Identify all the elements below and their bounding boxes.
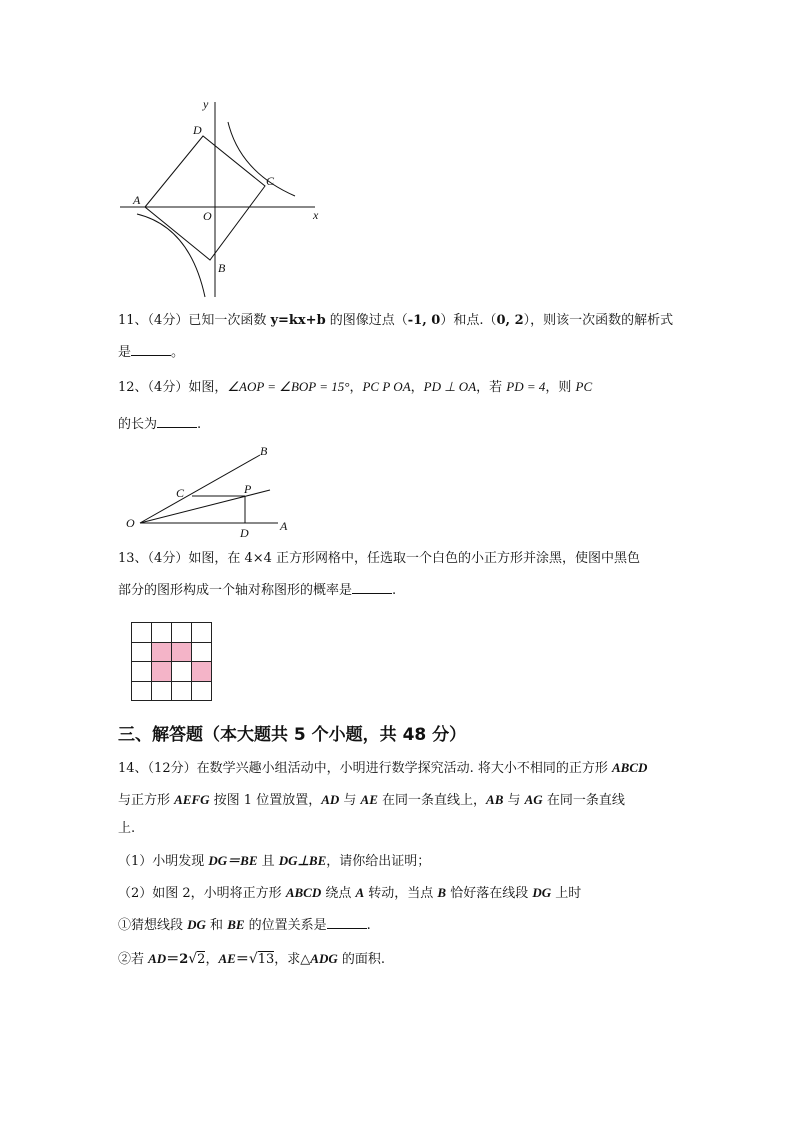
question-14-part-2 (118, 884, 581, 903)
q14-p2i: 上时 (551, 886, 582, 901)
q11-point1: -1, 0 (407, 313, 441, 328)
q14-p1a: （1）小明发现 (118, 854, 209, 869)
q14-c2f: AE (218, 951, 236, 966)
hyperbola-branch-2 (137, 214, 205, 297)
question-14-line-1 (118, 759, 647, 778)
q14-text2c: 与 (339, 793, 361, 808)
q14-c1b: DG (187, 917, 206, 932)
q14-c1d: BE (227, 917, 245, 932)
q11-number: 11、 (118, 313, 148, 328)
grid-cell[interactable] (131, 661, 152, 682)
label-x: x (313, 208, 319, 222)
label-b: B (260, 444, 268, 458)
q12-angle-condition: ∠AOP = ∠BOP = 15° (227, 379, 350, 394)
label-y: y (203, 97, 209, 111)
grid-cell[interactable] (131, 642, 152, 663)
q14-p2e: 转动，当点 (364, 886, 438, 901)
q14-text3: 上. (118, 821, 136, 836)
q14-dg-perp-be: DG⊥BE (278, 853, 327, 868)
figure-angle-bisector (120, 443, 295, 543)
grid-cell[interactable] (151, 661, 172, 682)
q12-sep2: ， (410, 380, 424, 395)
q12-perp-condition: PD ⊥ OA (423, 379, 477, 394)
q14-dg-eq-be: DG＝BE (208, 853, 258, 868)
q14-score: （12分） (147, 761, 197, 776)
grid-cell[interactable] (151, 642, 172, 663)
grid-cell[interactable] (151, 622, 172, 643)
q14-text2a: 与正方形 (118, 793, 175, 808)
q14-p2f: B (437, 885, 447, 900)
q14-c2h: 13 (257, 952, 275, 967)
q14-square-aefg: AEFG (174, 792, 210, 807)
grid-cell[interactable] (191, 622, 212, 643)
question-14-sub-2 (118, 950, 385, 969)
ray-ob (140, 455, 260, 523)
q14-p2c: 绕点 (321, 886, 356, 901)
q14-p1c: 且 (257, 854, 279, 869)
q14-c2c: ＝2 (166, 952, 189, 967)
grid-cell[interactable] (171, 622, 192, 643)
q14-text2d: 在同一条直线上， (377, 793, 487, 808)
q13-end: . (392, 583, 397, 598)
q13-text: 如图，在 4×4 正方形网格中，任选取一个白色的小正方形并涂黑，使图中黑色 (188, 551, 641, 566)
sqrt-sign-2: √ (248, 951, 258, 967)
section-3-heading: 三、解答题（本大题共 5 个小题，共 48 分） (118, 725, 467, 745)
q12-pd-value: PD = 4 (506, 379, 546, 394)
grid-cell[interactable] (171, 681, 192, 702)
q14-c2i: ，求△ (274, 952, 311, 967)
q14-p2b: ABCD (285, 885, 322, 900)
q12-text: 如图， (188, 380, 228, 395)
q14-c2e: ， (205, 952, 219, 967)
q14-c1e: 的位置关系是 (244, 918, 327, 933)
hyperbola-branch-1 (228, 122, 295, 196)
q12-text2: ，若 (476, 380, 507, 395)
q11-line2-end: 。 (171, 345, 185, 360)
q13-line2: 部分的图形构成一个轴对称图形的概率是 (118, 583, 353, 598)
q14-ag: AG (524, 792, 543, 807)
q11-text2: 的图像过点（ (325, 313, 408, 328)
label-d: D (193, 123, 202, 137)
q14-c1a: ①猜想线段 (118, 918, 188, 933)
question-13-line-1 (118, 550, 640, 568)
q14-c2b: AD (148, 951, 167, 966)
question-12-line-2 (118, 415, 201, 434)
q14-square-abcd: ABCD (612, 760, 648, 775)
q14-text2b: 按图 1 位置放置， (209, 793, 322, 808)
q14-number: 14、 (118, 761, 148, 776)
q11-text: 已知一次函数 (188, 313, 271, 328)
question-12-line-1 (118, 378, 592, 397)
q11-line2-start: 是 (118, 345, 132, 360)
q14-text2e: 与 (503, 793, 525, 808)
q12-answer-blank[interactable] (157, 415, 197, 428)
q14-text1: 在数学兴趣小组活动中，小明进行数学探究活动. 将大小不相同的正方形 (196, 761, 612, 776)
question-14-part-1 (118, 852, 430, 871)
label-c: C (176, 486, 185, 500)
figure-square-hyperbola (115, 92, 330, 302)
q12-parallel-condition: PC P OA (362, 379, 411, 394)
label-a: A (280, 519, 288, 533)
q14-c2j: ADG (310, 951, 338, 966)
question-13-line-2 (118, 581, 396, 600)
q11-answer-blank[interactable] (131, 343, 171, 356)
q14-text2f: 在同一条直线 (542, 793, 625, 808)
q12-text3: ，则 (545, 380, 576, 395)
q14-c2a: ②若 (118, 952, 149, 967)
q14-ad: AD (321, 792, 340, 807)
q14-p2h: DG (532, 885, 552, 900)
grid-cell[interactable] (131, 622, 152, 643)
q11-point2: 0, 2 (496, 313, 524, 328)
q14-p1e: ，请你给出证明； (326, 854, 431, 869)
grid-cell[interactable] (191, 661, 212, 682)
q12-line2: 的长为 (118, 417, 158, 432)
grid-cell[interactable] (151, 681, 172, 702)
grid-cell[interactable] (191, 642, 212, 663)
q11-score: （4分） (147, 313, 189, 328)
label-p: P (244, 482, 252, 496)
q14-c1f: . (366, 918, 371, 933)
grid-cell[interactable] (171, 661, 192, 682)
label-d: D (240, 526, 249, 540)
q11-text4: ），则该一次函数的解析式 (523, 313, 674, 328)
q14-p2d: A (355, 885, 365, 900)
q12-end: . (197, 417, 202, 432)
question-11-line-1 (118, 312, 673, 330)
q14-answer-blank[interactable] (327, 916, 367, 929)
q14-c1c: 和 (205, 918, 228, 933)
q14-ae: AE (360, 792, 378, 807)
sqrt-sign: √ (188, 951, 198, 967)
q13-answer-blank[interactable] (352, 581, 392, 594)
q11-function: y=kx+b (270, 313, 326, 328)
label-b: B (218, 261, 226, 275)
question-11-line-2 (118, 343, 184, 362)
label-a: A (133, 193, 141, 207)
label-c: C (266, 174, 275, 188)
grid-cell[interactable] (131, 681, 152, 702)
four-by-four-grid (131, 622, 211, 700)
q12-score: （4分） (147, 380, 189, 395)
q14-ab: AB (486, 792, 504, 807)
q13-score: （4分） (147, 551, 189, 566)
label-o: O (126, 516, 135, 530)
grid-cell[interactable] (191, 681, 212, 702)
question-14-sub-1 (118, 916, 371, 935)
question-14-line-3 (118, 820, 135, 838)
q14-c2g: ＝ (235, 952, 249, 967)
label-o: O (203, 209, 212, 223)
q12-pc: PC (575, 379, 593, 394)
q14-c2d: 2 (197, 952, 206, 967)
square-abcd (145, 136, 265, 260)
q11-text3: ）和点.（ (440, 313, 497, 328)
q14-p2g: 恰好落在线段 (446, 886, 533, 901)
grid-cell[interactable] (171, 642, 192, 663)
q12-sep1: ， (349, 380, 363, 395)
question-14-line-2 (118, 791, 625, 810)
q13-number: 13、 (118, 551, 148, 566)
q14-c2k: 的面积. (337, 952, 386, 967)
q12-number: 12、 (118, 380, 148, 395)
q14-p2a: （2）如图 2，小明将正方形 (118, 886, 286, 901)
